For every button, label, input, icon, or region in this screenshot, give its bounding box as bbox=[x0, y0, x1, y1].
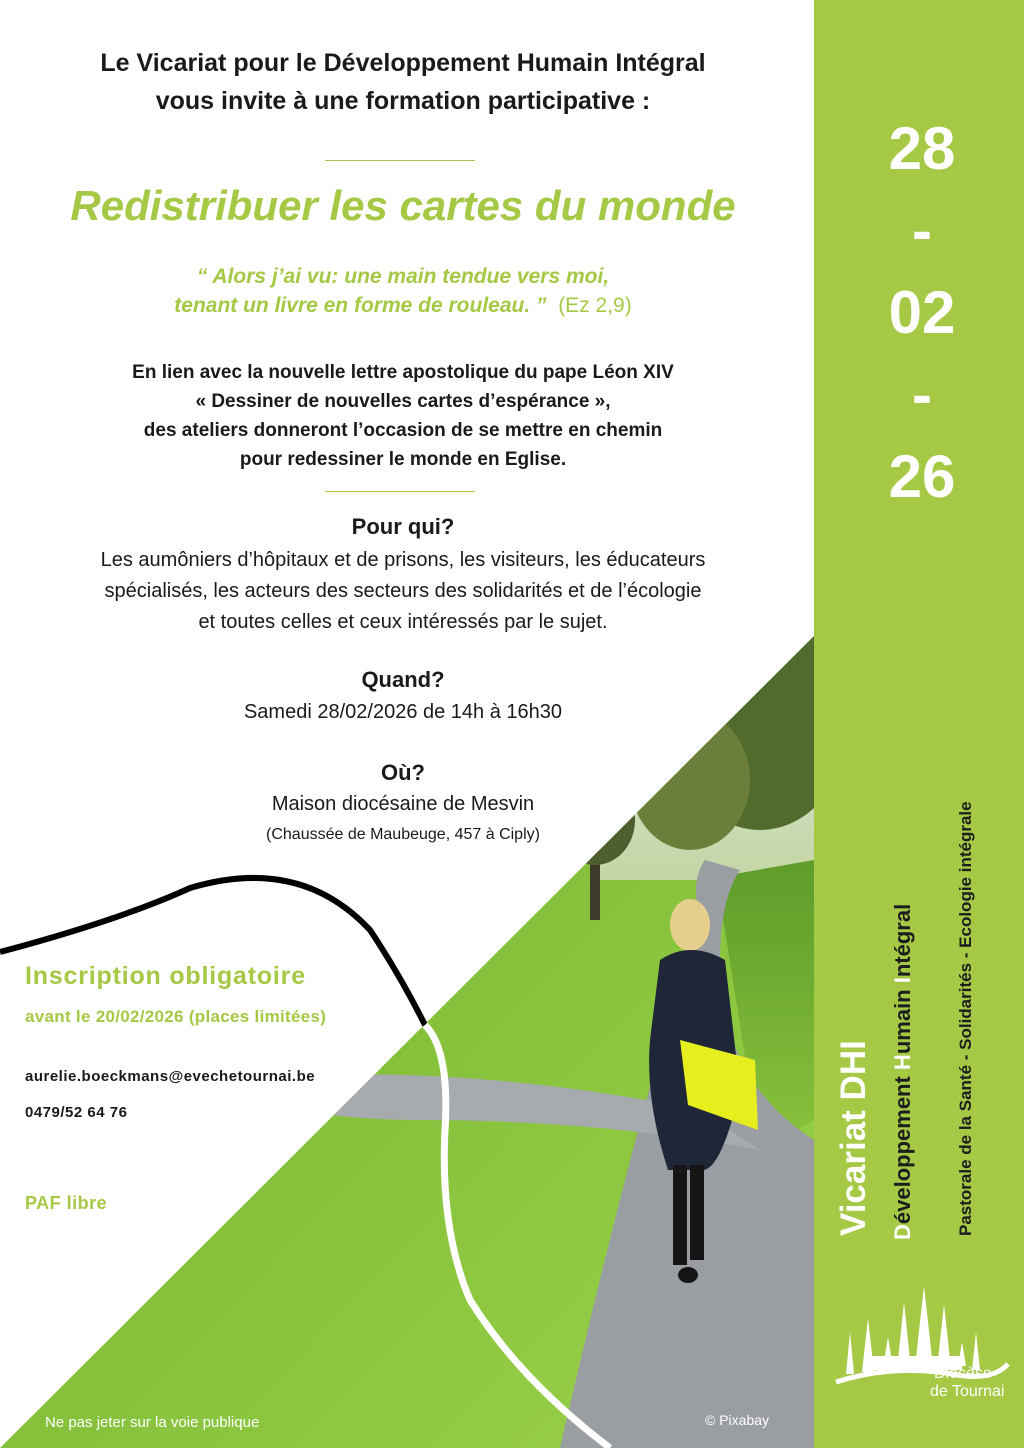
pour-qui-line-3: et toutes celles et ceux intéressés par le sujet. bbox=[198, 611, 608, 633]
ou-place: Maison diocésaine de Mesvin bbox=[271, 793, 535, 815]
scripture-quote bbox=[0, 262, 806, 320]
ou-address: (Chaussée de Maubeuge, 457 à Ciply) bbox=[266, 826, 540, 843]
lead-line-3: des ateliers donneront l’occasion de se mettre en chemin bbox=[143, 420, 663, 441]
inscription-deadline: avant le 20/02/2026 (places limitées) bbox=[25, 1007, 327, 1026]
footer-notice: Ne pas jeter sur la voie publique bbox=[45, 1414, 260, 1431]
dhi-full-name: Développement Humain Intégral bbox=[890, 903, 915, 1240]
ou-heading: Où? bbox=[381, 760, 425, 785]
pour-qui-line-1: Les aumôniers d’hôpitaux et de prisons, les visiteurs, les éducateurs bbox=[100, 549, 706, 571]
pour-qui-text bbox=[0, 545, 806, 638]
paf-label: PAF libre bbox=[25, 1193, 108, 1213]
lead-paragraph bbox=[0, 358, 806, 474]
pour-qui-line-2: spécialisés, les acteurs des secteurs des solidarités et de l’écologie bbox=[104, 580, 702, 602]
event-title: Redistribuer les cartes du monde bbox=[70, 182, 736, 229]
inscription-heading: Inscription obligatoire bbox=[25, 962, 306, 990]
pastorale-subtitle: Pastorale de la Santé - Solidarités - Ecologie intégrale bbox=[956, 801, 975, 1236]
lead-line-1: En lien avec la nouvelle lettre apostolique du pape Léon XIV bbox=[132, 362, 674, 383]
divider-middle bbox=[325, 491, 475, 492]
quote-line-1: “ Alors j’ai vu: une main tendue vers moi, bbox=[196, 265, 610, 288]
date-separator-1: - bbox=[912, 197, 932, 264]
date-year: 26 bbox=[888, 443, 956, 510]
lead-line-4: pour redessiner le monde en Eglise. bbox=[239, 449, 567, 470]
quand-text: Samedi 28/02/2026 de 14h à 16h30 bbox=[243, 701, 563, 723]
event-date bbox=[814, 108, 1024, 518]
logo-text-line-2: de Tournai bbox=[930, 1383, 1005, 1400]
logo-text-line-1: Diocèse bbox=[934, 1365, 992, 1382]
quote-line-2: tenant un livre en forme de rouleau. ” bbox=[174, 294, 547, 317]
contact-phone[interactable]: 0479/52 64 76 bbox=[25, 1104, 128, 1121]
intro-line-1: Le Vicariat pour le Développement Humain Intégral bbox=[100, 49, 706, 77]
divider-top bbox=[325, 160, 475, 161]
intro-line-2: vous invite à une formation participative : bbox=[155, 87, 651, 115]
date-month: 02 bbox=[888, 279, 956, 346]
quote-reference: (Ez 2,9) bbox=[558, 294, 632, 317]
intro-text bbox=[0, 44, 806, 120]
contact-email[interactable]: aurelie.boeckmans@evechetournai.be bbox=[25, 1068, 316, 1085]
pour-qui-heading: Pour qui? bbox=[351, 514, 455, 539]
date-separator-2: - bbox=[912, 361, 932, 428]
photo-credit: © Pixabay bbox=[705, 1412, 770, 1428]
date-day: 28 bbox=[888, 115, 956, 182]
vicariat-title: Vicariat DHI bbox=[834, 1040, 873, 1236]
quand-heading: Quand? bbox=[361, 667, 445, 692]
lead-line-2: « Dessiner de nouvelles cartes d’espérance », bbox=[195, 391, 611, 412]
